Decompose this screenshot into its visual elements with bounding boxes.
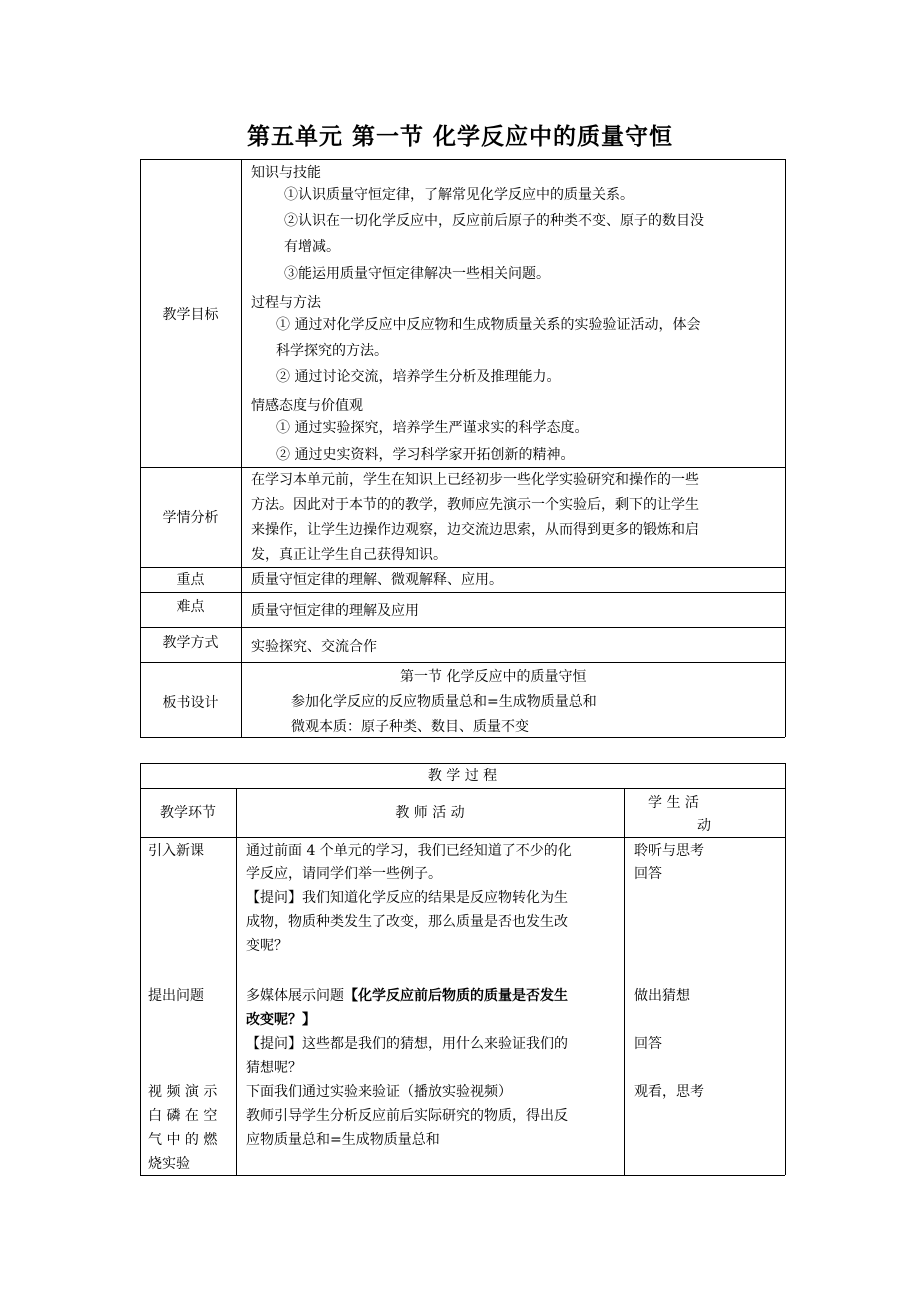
teacher-text-2: 学反应，请同学们举一些例子。 (246, 866, 442, 882)
key-point-label: 重点 (176, 572, 205, 588)
key-point-text: 质量守恒定律的理解、微观解释、应用。 (251, 572, 503, 588)
emotion-heading: 情感态度与价值观 (251, 398, 363, 414)
teacher-text-7: 改变呢？】 (246, 1012, 316, 1028)
board-line-3: 微观本质：原子种类、数目、质量不变 (291, 719, 529, 735)
teacher-text-12: 应物质量总和=生成物质量总和 (246, 1132, 440, 1148)
col-student-header: 学 生 活 (648, 795, 699, 811)
teacher-text-8: 【提问】这些都是我们的猜想，用什么来验证我们的 (246, 1036, 568, 1052)
stage-video-line-1: 视 频 演 示 (148, 1084, 218, 1100)
knowledge-item-2: ②认识在一切化学反应中，反应前后原子的种类不变、原子的数目没 (284, 213, 704, 229)
process-heading-title: 教 学 过 程 (427, 768, 498, 784)
analysis-line-2: 方法。因此对于本节的的教学，教师应先演示一个实验后，剩下的让学生 (251, 497, 699, 513)
teacher-text-6-bold: 【化学反应前后物质的质量是否发生 (344, 988, 568, 1004)
col-student-header-cont: 动 (697, 818, 711, 834)
teacher-text-6-plain: 多媒体展示问题 (246, 988, 344, 1004)
goals-label: 教学目标 (162, 307, 219, 323)
teacher-text-10: 下面我们通过实验来验证（播放实验视频） (246, 1084, 512, 1100)
difficulty-label: 难点 (176, 599, 205, 615)
emotion-item-1: ① 通过实验探究，培养学生严谨求实的科学态度。 (276, 420, 589, 436)
col-teacher-header: 教 师 活 动 (395, 805, 465, 821)
analysis-label: 学情分析 (162, 510, 219, 526)
process-item-2: ② 通过讨论交流，培养学生分析及推理能力。 (276, 369, 561, 385)
teacher-text-4: 成物，物质种类发生了改变，那么质量是否也发生改 (246, 914, 568, 930)
knowledge-item-1: ①认识质量守恒定律，了解常见化学反应中的质量关系。 (284, 187, 634, 203)
stage-intro: 引入新课 (148, 843, 204, 859)
analysis-line-1: 在学习本单元前，学生在知识上已经初步一些化学实验研究和操作的一些 (251, 472, 699, 488)
knowledge-heading: 知识与技能 (251, 165, 321, 181)
teacher-text-9: 猜想呢？ (246, 1060, 302, 1076)
difficulty-text: 质量守恒定律的理解及应用 (251, 603, 419, 619)
process-item-1: ① 通过对化学反应中反应物和生成物质量关系的实验验证活动，体会 (276, 317, 701, 333)
method-label: 教学方式 (162, 635, 219, 651)
board-label: 板书设计 (162, 695, 219, 711)
analysis-line-4: 发，真正让学生自己获得知识。 (251, 547, 447, 563)
method-text: 实验探究、交流合作 (251, 639, 377, 655)
board-line-2: 参加化学反应的反应物质量总和=生成物质量总和 (291, 694, 597, 710)
process-item-1-cont: 科学探究的方法。 (276, 343, 388, 359)
teacher-text-1: 通过前面 4 个单元的学习，我们已经知道了不少的化 (246, 843, 572, 859)
student-text-4: 回答 (634, 1036, 662, 1052)
stage-question: 提出问题 (148, 988, 204, 1004)
stage-video-line-3: 气 中 的 燃 (148, 1132, 218, 1148)
stage-video-line-4: 烧实验 (148, 1156, 190, 1172)
page-title: 第五单元 第一节 化学反应中的质量守恒 (246, 124, 673, 150)
stage-video-line-2: 白 磷 在 空 (148, 1108, 218, 1124)
board-line-1: 第一节 化学反应中的质量守恒 (400, 669, 587, 685)
knowledge-item-3: ③能运用质量守恒定律解决一些相关问题。 (284, 266, 550, 282)
student-text-5: 观看，思考 (634, 1084, 704, 1100)
knowledge-item-2-cont: 有增减。 (284, 239, 340, 255)
teacher-text-11: 教师引导学生分析反应前后实际研究的物质，得出反 (246, 1108, 568, 1124)
student-text-1: 聆听与思考 (634, 843, 704, 859)
col-stage-header: 教学环节 (160, 805, 216, 821)
analysis-line-3: 来操作，让学生边操作边观察，边交流边思索，从而得到更多的锻炼和启 (251, 522, 699, 538)
student-text-2: 回答 (634, 866, 662, 882)
student-text-3: 做出猜想 (634, 988, 690, 1004)
teacher-text-3: 【提问】我们知道化学反应的结果是反应物转化为生 (246, 890, 568, 906)
teacher-text-6 (246, 986, 568, 1006)
teacher-text-5: 变呢？ (246, 938, 288, 954)
emotion-item-2: ② 通过史实资料，学习科学家开拓创新的精神。 (276, 447, 575, 463)
process-heading: 过程与方法 (251, 295, 321, 311)
